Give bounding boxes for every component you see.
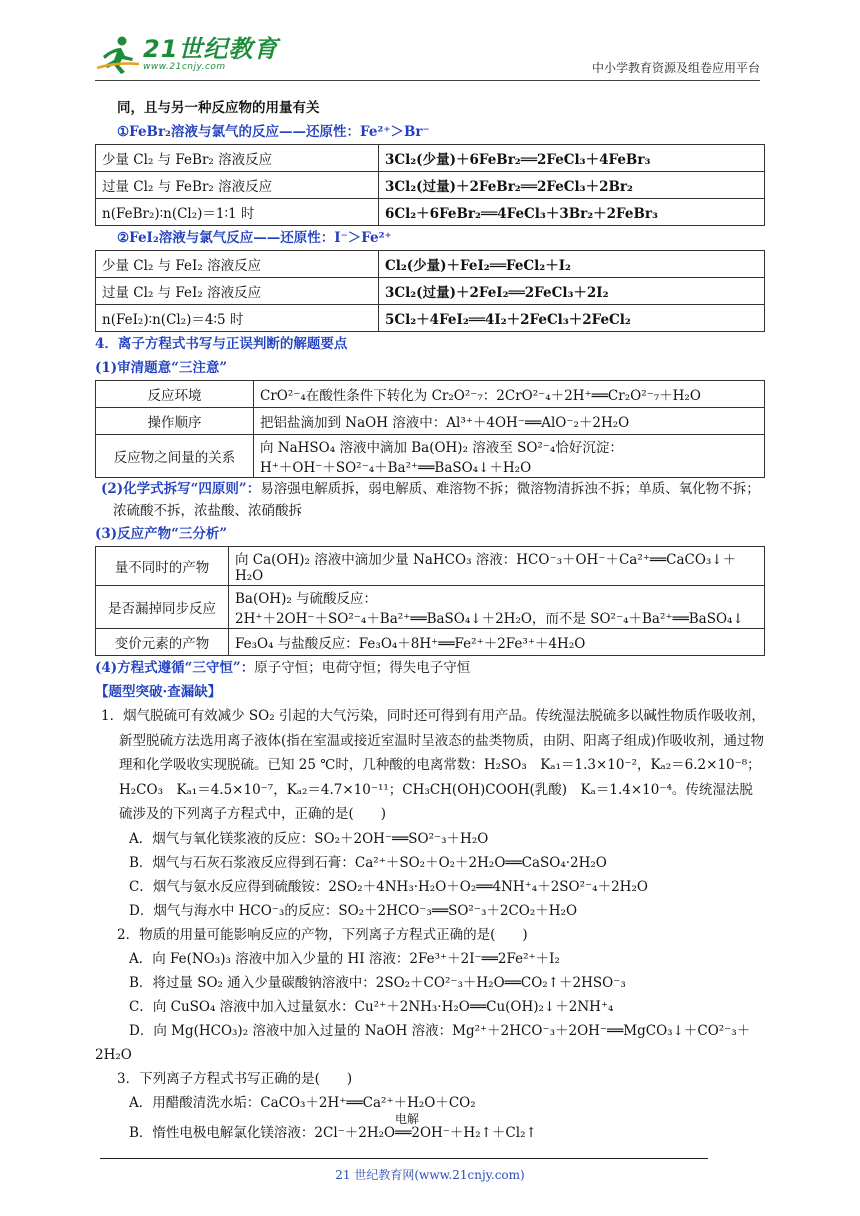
q3-option-a: A．用醋酸清洗水垢：CaCO₃＋2H⁺══Ca²⁺＋H₂O＋CO₂ <box>129 1094 476 1111</box>
footer: 21 世纪教育网(www.21cnjy.com) <box>335 1168 525 1182</box>
fei2-table <box>95 250 765 332</box>
q2-option-c: C．向 CuSO₄ 溶液中加入过量氨水：Cu²⁺＋2NH₃·H₂O══Cu(OH)₂↓＋2NH⁺₄ <box>129 998 614 1015</box>
subsection-2: (2)化学式拆写“四原则”：易溶强电解质拆，弱电解质、难溶物不拆；微溶物清拆浊不拆；单质、氧化物不拆；浓硫酸不拆，浓盐酸、浓硝酸拆 <box>101 481 760 519</box>
febr2-table <box>95 144 765 226</box>
table-row: 反应环境 CrO²⁻₄在酸性条件下转化为 Cr₂O²⁻₇：2CrO²⁻₄＋2H⁺══Cr₂O²⁻₇＋H₂O <box>96 381 765 408</box>
breakthrough-title: 【题型突破·查漏缺】 <box>95 684 222 700</box>
logo-url: www.21cnjy.com <box>143 61 226 72</box>
question-1-stem: 1．烟气脱硫可有效减少 SO₂ 引起的大气污染，同时还可得到有用产品。传统湿法脱硫多以碱性物质作吸收剂，新型脱硫方法选用离子液体(指在室温或接近室温时呈液态的盐类物质，由阴、阳离子组成)作吸收剂，通过物理和化学吸收实现脱硫。已知 25 ℃时，几种酸的电离常数：H₂SO₃ Kₐ₁＝1.3×10⁻²，Kₐ₂＝6.2×10⁻⁸；H₂CO₃ Kₐ₁＝4.5×10⁻⁷，Kₐ₂＝4.7×10⁻¹¹；CH₃CH(OH)COOH(乳酸) Kₐ＝1.4×10⁻⁴。传统湿法脱硫涉及的下列离子方程式中，正确的是( ) <box>101 708 765 822</box>
table-row: 过量 Cl₂ 与 FeBr₂ 溶液反应 3Cl₂(过量)＋2FeBr₂══2FeCl₃＋2Br₂ <box>96 172 765 199</box>
q2-option-a: A．向 Fe(NO₃)₃ 溶液中加入少量的 HI 溶液：2Fe³⁺＋2I⁻══2Fe²⁺＋I₂ <box>129 950 560 967</box>
platform-label: 中小学教育资源及组卷应用平台 <box>591 61 760 75</box>
table-row: 过量 Cl₂ 与 FeI₂ 溶液反应 3Cl₂(过量)＋2FeI₂══2FeCl₃＋2I₂ <box>96 278 765 305</box>
table-row: 反应物之间量的关系 向 NaHSO₄ 溶液中滴加 Ba(OH)₂ 溶液至 SO²⁻₄恰好沉淀： H⁺＋OH⁻＋SO²⁻₄＋Ba²⁺══BaSO₄↓＋H₂O <box>96 435 765 478</box>
subsection-1-title: (1)审清题意“三注意” <box>95 360 228 376</box>
q2-option-d-wrap: 2H₂O <box>95 1046 132 1063</box>
section-4-title: 4．离子方程式书写与正误判断的解题要点 <box>95 336 348 352</box>
page-content <box>95 96 765 1145</box>
footer-divider <box>100 1158 708 1159</box>
table-row: n(FeI₂)∶n(Cl₂)＝4∶5 时 5Cl₂＋4FeI₂══4I₂＋2FeCl₃＋2FeCl₂ <box>96 305 765 332</box>
q2-option-b: B．将过量 SO₂ 通入少量碳酸钠溶液中：2SO₂＋CO²⁻₃＋H₂O══CO₂↑＋2HSO⁻₃ <box>129 974 626 991</box>
logo <box>95 34 278 74</box>
q2-option-d: D．向 Mg(HCO₃)₂ 溶液中加入过量的 NaOH 溶液：Mg²⁺＋2HCO⁻₃＋2OH⁻══MgCO₃↓＋CO²⁻₃＋ <box>129 1022 751 1039</box>
intro-line: 同，且与另一种反应物的用量有关 <box>117 100 320 116</box>
table-row: 变价元素的产物 Fe₃O₄ 与盐酸反应：Fe₃O₄＋8H⁺══Fe²⁺＋2Fe³⁺＋4H₂O <box>96 629 765 656</box>
table-row: 少量 Cl₂ 与 FeBr₂ 溶液反应 3Cl₂(少量)＋6FeBr₂══2FeCl₃＋4FeBr₃ <box>96 145 765 172</box>
subsection-3-title: (3)反应产物“三分析” <box>95 526 228 542</box>
page-header <box>95 30 760 81</box>
table-row: 是否漏掉同步反应 Ba(OH)₂ 与硫酸反应： 2H⁺＋2OH⁻＋SO²⁻₄＋Ba²⁺══BaSO₄↓＋2H₂O，而不是 SO²⁻₄＋Ba²⁺══BaSO₄↓ <box>96 586 765 629</box>
q1-option-d: D．烟气与海水中 HCO⁻₃的反应：SO₂＋2HCO⁻₃══SO²⁻₃＋2CO₂＋H₂O <box>129 902 578 919</box>
attention-table <box>95 380 765 478</box>
question-3-stem: 3．下列离子方程式书写正确的是( ) <box>117 1070 353 1087</box>
q1-option-a: A．烟气与氧化镁浆液的反应：SO₂＋2OH⁻══SO²⁻₃＋H₂O <box>129 830 489 847</box>
products-table <box>95 546 765 656</box>
q1-option-b: B．烟气与石灰石浆液反应得到石膏：Ca²⁺＋SO₂＋O₂＋2H₂O══CaSO₄·2H₂O <box>129 854 607 871</box>
table-row: n(FeBr₂)∶n(Cl₂)＝1∶1 时 6Cl₂＋6FeBr₂══4FeCl₃＋3Br₂＋2FeBr₃ <box>96 199 765 226</box>
table-row: 少量 Cl₂ 与 FeI₂ 溶液反应 Cl₂(少量)＋FeI₂══FeCl₂＋I₂ <box>96 251 765 278</box>
question-2-stem: 2．物质的用量可能影响反应的产物，下列离子方程式正确的是( ) <box>117 926 528 943</box>
subsection-4: (4)方程式遵循“三守恒”：原子守恒；电荷守恒；得失电子守恒 <box>95 660 471 676</box>
electrolysis-label: 电解 <box>395 1111 420 1126</box>
q3-option-b: 电解 B．惰性电极电解氯化镁溶液：2Cl⁻＋2H₂O══2OH⁻＋H₂↑＋Cl₂↑ <box>95 1121 765 1145</box>
table-row: 量不同时的产物 向 Ca(OH)₂ 溶液中滴加少量 NaHCO₃ 溶液：HCO⁻₃＋OH⁻＋Ca²⁺══CaCO₃↓＋H₂O <box>96 547 765 586</box>
table-row: 操作顺序 把铝盐滴加到 NaOH 溶液中：Al³⁺＋4OH⁻══AlO⁻₂＋2H₂O <box>96 408 765 435</box>
q1-option-c: C．烟气与氨水反应得到硫酸铵：2SO₂＋4NH₃·H₂O＋O₂══4NH⁺₄＋2SO²⁻₄＋2H₂O <box>129 878 648 895</box>
section-febr2-title: ①FeBr₂溶液与氯气的反应——还原性：Fe²⁺＞Br⁻ <box>117 124 430 140</box>
logo-title: 21世纪教育 <box>143 34 279 63</box>
section-fei2-title: ②FeI₂溶液与氯气反应——还原性：I⁻＞Fe²⁺ <box>117 230 392 246</box>
runner-logo-icon <box>95 34 141 74</box>
